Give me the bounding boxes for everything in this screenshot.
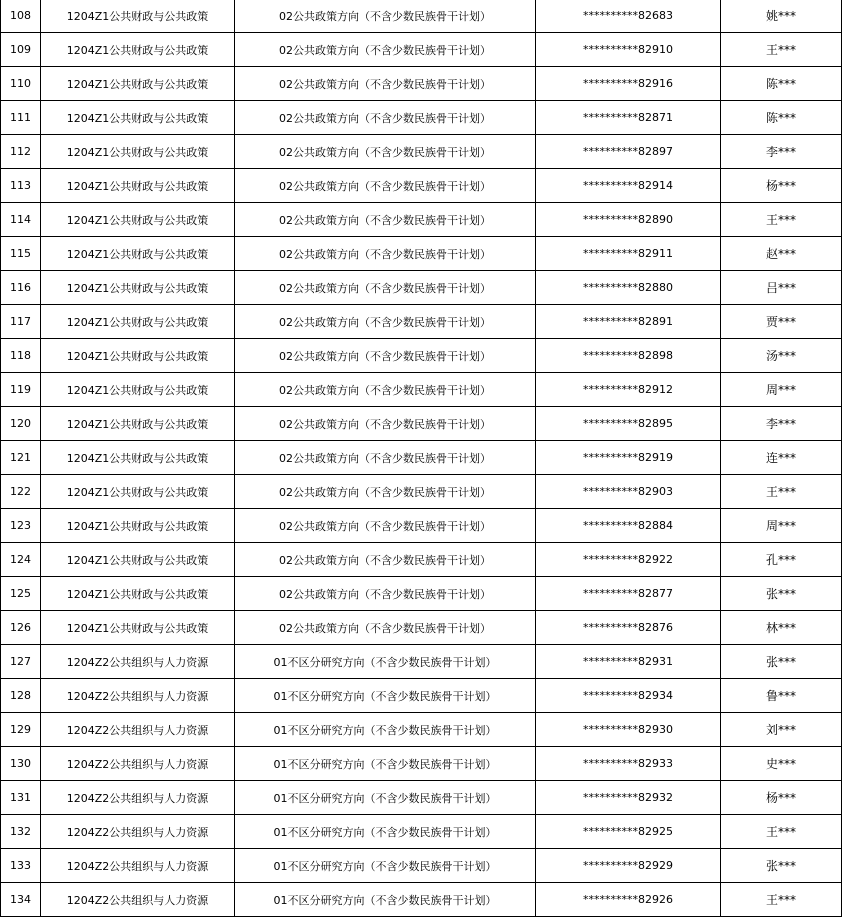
table-row xyxy=(1,135,842,169)
major-cell: 1204Z1公共财政与公共政策 xyxy=(41,339,235,373)
row-number-cell: 128 xyxy=(1,679,41,713)
row-number-cell: 129 xyxy=(1,713,41,747)
major-cell: 1204Z1公共财政与公共政策 xyxy=(41,305,235,339)
exam-id-cell: **********82877 xyxy=(536,577,721,611)
exam-id-cell: **********82910 xyxy=(536,33,721,67)
major-cell: 1204Z2公共组织与人力资源 xyxy=(41,747,235,781)
research-direction-cell: 01不区分研究方向（不含少数民族骨干计划） xyxy=(235,849,536,883)
student-name-cell: 贾*** xyxy=(721,305,842,339)
student-name-cell: 李*** xyxy=(721,407,842,441)
row-number-cell: 127 xyxy=(1,645,41,679)
row-number-cell: 134 xyxy=(1,883,41,917)
student-name-cell: 周*** xyxy=(721,373,842,407)
row-number-cell: 109 xyxy=(1,33,41,67)
row-number-cell: 122 xyxy=(1,475,41,509)
table-row xyxy=(1,849,842,883)
table-row xyxy=(1,781,842,815)
roster-table-body xyxy=(1,0,842,917)
major-cell: 1204Z1公共财政与公共政策 xyxy=(41,271,235,305)
table-row xyxy=(1,475,842,509)
major-cell: 1204Z2公共组织与人力资源 xyxy=(41,679,235,713)
research-direction-cell: 01不区分研究方向（不含少数民族骨干计划） xyxy=(235,883,536,917)
table-row xyxy=(1,0,842,33)
major-cell: 1204Z1公共财政与公共政策 xyxy=(41,135,235,169)
row-number-cell: 119 xyxy=(1,373,41,407)
exam-id-cell: **********82922 xyxy=(536,543,721,577)
row-number-cell: 114 xyxy=(1,203,41,237)
major-cell: 1204Z1公共财政与公共政策 xyxy=(41,543,235,577)
research-direction-cell: 02公共政策方向（不含少数民族骨干计划） xyxy=(235,33,536,67)
table-row xyxy=(1,169,842,203)
exam-id-cell: **********82912 xyxy=(536,373,721,407)
research-direction-cell: 02公共政策方向（不含少数民族骨干计划） xyxy=(235,135,536,169)
table-row xyxy=(1,645,842,679)
student-name-cell: 王*** xyxy=(721,203,842,237)
student-name-cell: 史*** xyxy=(721,747,842,781)
research-direction-cell: 02公共政策方向（不含少数民族骨干计划） xyxy=(235,509,536,543)
student-name-cell: 王*** xyxy=(721,883,842,917)
row-number-cell: 133 xyxy=(1,849,41,883)
table-row xyxy=(1,33,842,67)
major-cell: 1204Z1公共财政与公共政策 xyxy=(41,611,235,645)
exam-id-cell: **********82890 xyxy=(536,203,721,237)
table-row xyxy=(1,577,842,611)
research-direction-cell: 02公共政策方向（不含少数民族骨干计划） xyxy=(235,67,536,101)
row-number-cell: 130 xyxy=(1,747,41,781)
student-name-cell: 杨*** xyxy=(721,169,842,203)
table-row xyxy=(1,67,842,101)
major-cell: 1204Z1公共财政与公共政策 xyxy=(41,407,235,441)
research-direction-cell: 01不区分研究方向（不含少数民族骨干计划） xyxy=(235,679,536,713)
exam-id-cell: **********82914 xyxy=(536,169,721,203)
row-number-cell: 131 xyxy=(1,781,41,815)
student-name-cell: 赵*** xyxy=(721,237,842,271)
major-cell: 1204Z1公共财政与公共政策 xyxy=(41,33,235,67)
research-direction-cell: 01不区分研究方向（不含少数民族骨干计划） xyxy=(235,747,536,781)
table-row xyxy=(1,747,842,781)
student-name-cell: 鲁*** xyxy=(721,679,842,713)
student-name-cell: 张*** xyxy=(721,577,842,611)
table-row xyxy=(1,611,842,645)
exam-id-cell: **********82932 xyxy=(536,781,721,815)
major-cell: 1204Z1公共财政与公共政策 xyxy=(41,373,235,407)
student-name-cell: 李*** xyxy=(721,135,842,169)
major-cell: 1204Z1公共财政与公共政策 xyxy=(41,169,235,203)
row-number-cell: 115 xyxy=(1,237,41,271)
table-row xyxy=(1,407,842,441)
row-number-cell: 117 xyxy=(1,305,41,339)
row-number-cell: 116 xyxy=(1,271,41,305)
major-cell: 1204Z2公共组织与人力资源 xyxy=(41,883,235,917)
exam-id-cell: **********82926 xyxy=(536,883,721,917)
student-name-cell: 姚*** xyxy=(721,0,842,33)
student-name-cell: 孔*** xyxy=(721,543,842,577)
exam-id-cell: **********82891 xyxy=(536,305,721,339)
research-direction-cell: 02公共政策方向（不含少数民族骨干计划） xyxy=(235,441,536,475)
research-direction-cell: 02公共政策方向（不含少数民族骨干计划） xyxy=(235,475,536,509)
major-cell: 1204Z2公共组织与人力资源 xyxy=(41,645,235,679)
table-row xyxy=(1,305,842,339)
exam-id-cell: **********82683 xyxy=(536,0,721,33)
exam-id-cell: **********82933 xyxy=(536,747,721,781)
student-name-cell: 林*** xyxy=(721,611,842,645)
student-name-cell: 王*** xyxy=(721,475,842,509)
row-number-cell: 108 xyxy=(1,0,41,33)
table-row xyxy=(1,101,842,135)
row-number-cell: 110 xyxy=(1,67,41,101)
table-row xyxy=(1,883,842,917)
exam-id-cell: **********82898 xyxy=(536,339,721,373)
exam-id-cell: **********82903 xyxy=(536,475,721,509)
student-name-cell: 张*** xyxy=(721,849,842,883)
exam-id-cell: **********82884 xyxy=(536,509,721,543)
exam-id-cell: **********82897 xyxy=(536,135,721,169)
row-number-cell: 120 xyxy=(1,407,41,441)
table-row xyxy=(1,441,842,475)
table-row xyxy=(1,373,842,407)
table-row xyxy=(1,815,842,849)
exam-id-cell: **********82930 xyxy=(536,713,721,747)
row-number-cell: 121 xyxy=(1,441,41,475)
student-name-cell: 王*** xyxy=(721,33,842,67)
research-direction-cell: 01不区分研究方向（不含少数民族骨干计划） xyxy=(235,815,536,849)
major-cell: 1204Z2公共组织与人力资源 xyxy=(41,713,235,747)
major-cell: 1204Z1公共财政与公共政策 xyxy=(41,203,235,237)
research-direction-cell: 01不区分研究方向（不含少数民族骨干计划） xyxy=(235,645,536,679)
research-direction-cell: 02公共政策方向（不含少数民族骨干计划） xyxy=(235,577,536,611)
research-direction-cell: 02公共政策方向（不含少数民族骨干计划） xyxy=(235,169,536,203)
table-row xyxy=(1,713,842,747)
student-name-cell: 吕*** xyxy=(721,271,842,305)
exam-id-cell: **********82934 xyxy=(536,679,721,713)
exam-id-cell: **********82880 xyxy=(536,271,721,305)
table-row xyxy=(1,203,842,237)
row-number-cell: 125 xyxy=(1,577,41,611)
exam-id-cell: **********82925 xyxy=(536,815,721,849)
student-name-cell: 陈*** xyxy=(721,67,842,101)
major-cell: 1204Z1公共财政与公共政策 xyxy=(41,577,235,611)
major-cell: 1204Z1公共财政与公共政策 xyxy=(41,509,235,543)
research-direction-cell: 02公共政策方向（不含少数民族骨干计划） xyxy=(235,101,536,135)
row-number-cell: 118 xyxy=(1,339,41,373)
row-number-cell: 113 xyxy=(1,169,41,203)
research-direction-cell: 02公共政策方向（不含少数民族骨干计划） xyxy=(235,237,536,271)
research-direction-cell: 02公共政策方向（不含少数民族骨干计划） xyxy=(235,373,536,407)
table-row xyxy=(1,271,842,305)
major-cell: 1204Z1公共财政与公共政策 xyxy=(41,67,235,101)
research-direction-cell: 02公共政策方向（不含少数民族骨干计划） xyxy=(235,271,536,305)
row-number-cell: 112 xyxy=(1,135,41,169)
major-cell: 1204Z1公共财政与公共政策 xyxy=(41,475,235,509)
exam-id-cell: **********82916 xyxy=(536,67,721,101)
research-direction-cell: 02公共政策方向（不含少数民族骨干计划） xyxy=(235,543,536,577)
student-name-cell: 王*** xyxy=(721,815,842,849)
research-direction-cell: 02公共政策方向（不含少数民族骨干计划） xyxy=(235,203,536,237)
row-number-cell: 111 xyxy=(1,101,41,135)
exam-id-cell: **********82919 xyxy=(536,441,721,475)
table-row xyxy=(1,237,842,271)
exam-id-cell: **********82911 xyxy=(536,237,721,271)
row-number-cell: 132 xyxy=(1,815,41,849)
research-direction-cell: 01不区分研究方向（不含少数民族骨干计划） xyxy=(235,781,536,815)
student-name-cell: 汤*** xyxy=(721,339,842,373)
exam-id-cell: **********82931 xyxy=(536,645,721,679)
research-direction-cell: 02公共政策方向（不含少数民族骨干计划） xyxy=(235,407,536,441)
table-row xyxy=(1,509,842,543)
student-name-cell: 周*** xyxy=(721,509,842,543)
major-cell: 1204Z1公共财政与公共政策 xyxy=(41,0,235,33)
research-direction-cell: 02公共政策方向（不含少数民族骨干计划） xyxy=(235,339,536,373)
row-number-cell: 123 xyxy=(1,509,41,543)
exam-id-cell: **********82876 xyxy=(536,611,721,645)
major-cell: 1204Z1公共财政与公共政策 xyxy=(41,441,235,475)
research-direction-cell: 02公共政策方向（不含少数民族骨干计划） xyxy=(235,0,536,33)
table-row xyxy=(1,679,842,713)
research-direction-cell: 02公共政策方向（不含少数民族骨干计划） xyxy=(235,611,536,645)
research-direction-cell: 02公共政策方向（不含少数民族骨干计划） xyxy=(235,305,536,339)
major-cell: 1204Z1公共财政与公共政策 xyxy=(41,237,235,271)
student-name-cell: 连*** xyxy=(721,441,842,475)
exam-id-cell: **********82871 xyxy=(536,101,721,135)
major-cell: 1204Z2公共组织与人力资源 xyxy=(41,781,235,815)
table-row xyxy=(1,543,842,577)
student-name-cell: 刘*** xyxy=(721,713,842,747)
student-name-cell: 杨*** xyxy=(721,781,842,815)
exam-id-cell: **********82929 xyxy=(536,849,721,883)
exam-id-cell: **********82895 xyxy=(536,407,721,441)
major-cell: 1204Z2公共组织与人力资源 xyxy=(41,849,235,883)
major-cell: 1204Z1公共财政与公共政策 xyxy=(41,101,235,135)
research-direction-cell: 01不区分研究方向（不含少数民族骨干计划） xyxy=(235,713,536,747)
row-number-cell: 124 xyxy=(1,543,41,577)
table-row xyxy=(1,339,842,373)
row-number-cell: 126 xyxy=(1,611,41,645)
student-name-cell: 陈*** xyxy=(721,101,842,135)
major-cell: 1204Z2公共组织与人力资源 xyxy=(41,815,235,849)
student-name-cell: 张*** xyxy=(721,645,842,679)
